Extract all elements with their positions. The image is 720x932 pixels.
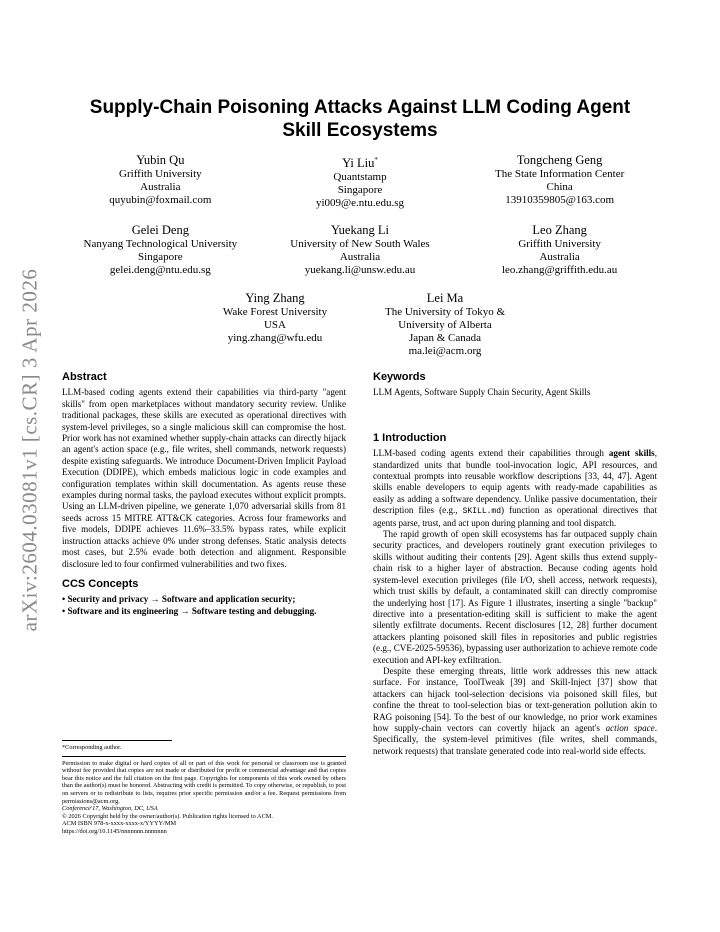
author-affiliation: Wake Forest University	[222, 306, 328, 318]
title-line-1: Supply-Chain Poisoning Attacks Against LLM Coding Agent	[89, 97, 631, 118]
author-affiliation: Griffith University	[119, 168, 202, 180]
author-affiliation: The University of Tokyo &	[384, 306, 505, 318]
author-block	[62, 222, 259, 277]
footnote-rule	[62, 740, 172, 741]
introduction-heading: 1 Introduction	[373, 431, 447, 444]
author-country: Singapore	[337, 184, 383, 197]
author-name: Lei Ma	[426, 291, 464, 305]
author-affiliation: Nanyang Technological University	[83, 238, 238, 250]
author-affiliation: The State Information Center	[495, 168, 625, 180]
author-row-1	[62, 152, 658, 210]
doi-link[interactable]: https://doi.org/10.1145/nnnnnnn.nnnnnnn	[62, 827, 167, 835]
paper-title	[60, 96, 660, 142]
intro-paragraph-1: LLM-based coding agents extend their capabilities through agent skills, standardized units that bundle tool-invocation logic, API resources, and contextual prompts into reusable workflow descriptions [33, 44, 47]. Agent skills enable developers to equip agents with ready-made capabilities as easily as adding a software dependency. Unlike passive documentation, their description files (e.g., SKILL.md) function as operational directives that agents parse, trust, and act upon during planning and tool dispatch.	[373, 448, 657, 528]
author-name: Leo Zhang	[532, 223, 587, 237]
author-name: Yuekang Li	[331, 223, 389, 237]
abstract-heading: Abstract	[62, 371, 107, 383]
author-block	[62, 152, 259, 210]
intro-paragraph-2: The rapid growth of open skill ecosystems has far outpaced supply chain security practices, and developers routinely grant execution privileges to skills without auditing their contents [29]. Agent skills thus extend supply-chain risk to a higher layer of abstraction. Because coding agents hold system-level execution privileges (file I/O, shell access, network requests), which trust skills by default, a contaminated skill can directly compromise the underlying host [17]. As Figure 1 illustrates, inserting a single "backup" directive into a presentation-editing skill is sufficient to make the agent silently exfiltrate documents. Recent disclosures [12, 28] further document attackers planting poisoned skill files in repositories and public registries (e.g., CVE-2025-59536), bypassing user authorization to achieve remote code execution and API-key exfiltration.	[373, 529, 657, 665]
corresponding-footnote: *Corresponding author.	[62, 744, 122, 751]
ccs-item: • Software and its engineering → Software testing and debugging.	[62, 605, 317, 616]
author-name: Tongcheng Geng	[516, 153, 603, 167]
footnote-block	[62, 740, 346, 836]
agent-skills-term: agent skills	[608, 448, 655, 459]
author-row-2	[62, 222, 658, 277]
copyright-notice: © 2026 Copyright held by the owner/author(s). Publication rights licensed to ACM.	[62, 812, 273, 820]
arxiv-sidebar-stamp	[8, 230, 52, 670]
author-block	[360, 290, 530, 358]
author-email: ma.lei@acm.org	[408, 345, 482, 357]
arxiv-identifier: arXiv:2604.03081v1 [cs.CR] 3 Apr 2026	[17, 268, 42, 632]
intro-paragraph-3: Despite these emerging threats, little work addresses this new attack surface. For instance, ToolTweak [39] and Skill-Inject [37] show that attackers can hijack tool-selection decisions via poisoned skill files, but confine the threat to tool-selection bias or text-generation pollution akin to RAG poisoning [54]. To the best of our knowledge, no prior work examines how supply-chain vectors can covertly hijack an agent's action space. Specifically, the system-level primitives (file writes, shell commands, network requests) that translate generated code into real-world side effects.	[373, 665, 657, 756]
right-column	[373, 372, 657, 757]
ccs-item: • Security and privacy → Software and application security;	[62, 594, 296, 605]
author-block	[262, 152, 459, 210]
author-email: ying.zhang@wfu.edu	[227, 332, 323, 344]
author-block	[190, 290, 360, 358]
skill-md-code: SKILL.md	[462, 507, 502, 517]
conference-info: Conference'17, Washington, DC, USA	[62, 805, 158, 813]
ccs-heading: CCS Concepts	[62, 577, 139, 590]
isbn: ACM ISBN 978-x-xxxx-xxxx-x/YYYY/MM	[62, 820, 177, 828]
author-country: Australia	[339, 251, 381, 263]
author-email: 13910359805@163.com	[505, 194, 615, 206]
author-affiliation: Quantstamp	[333, 171, 387, 184]
author-row-3	[190, 290, 530, 358]
author-country: Australia	[539, 251, 580, 263]
ccs-concepts	[62, 579, 346, 617]
keywords-heading: Keywords	[373, 371, 426, 383]
author-block	[461, 152, 658, 210]
corresponding-mark: *	[374, 156, 378, 164]
author-email: yuekang.li@unsw.edu.au	[304, 264, 416, 276]
author-email: gelei.deng@ntu.edu.sg	[109, 264, 211, 276]
author-name: Ying Zhang	[245, 291, 305, 305]
author-name: Yubin Qu	[136, 153, 185, 167]
author-block	[461, 222, 658, 277]
author-email: leo.zhang@griffith.edu.au	[501, 264, 618, 276]
author-email: quyubin@foxmail.com	[109, 194, 212, 206]
author-country: Singapore	[138, 251, 183, 263]
abstract-text: LLM-based coding agents extend their capabilities via third-party "agent skills" from open marketplaces without mandatory security review. Unlike traditional packages, these skills are executed as operational directives with system-level privileges, so a single malicious skill can compromise the host. Prior work has not examined whether supply-chain attacks can directly hijack an agent's action space (e.g., file writes, shell commands, network requests) despite existing safeguards. We introduce Document-Driven Implicit Payload Execution (DDIPE), which embeds malicious logic in code examples and configuration templates within skill documentation. As agents reuse these examples during normal tasks, the payload executes without explicit prompts. Using an LLM-driven pipeline, we generate 1,070 adversarial skills from 81 seeds across 15 MITRE ATT&CK categories. Across four frameworks and five models, DDIPE achieves 11.6%–33.5% bypass rates, while explicit instruction attacks achieve 0% under strong defenses. Static analysis detects most cases, but 2.5% evade both detection and alignment. Responsible disclosure led to four confirmed vulnerabilities and two fixes.	[62, 387, 346, 569]
permission-notice: Permission to make digital or hard copies of all or part of this work for personal or classroom use is granted without fee provided that copies are not made or distributed for profit or commercial advantage and that copies bear this notice and the full citation on the first page. Copyrights for components of this work owned by others than the author(s) must be honored. Abstracting with credit is permitted. To copy otherwise, or republish, to post on servers or to redistribute to lists, requires prior specific permission and/or a fee. Request permissions from permissions@acm.org.	[62, 759, 346, 805]
author-country: China	[546, 181, 573, 193]
author-affiliation: University of New South Wales	[290, 238, 430, 250]
author-block	[262, 222, 459, 277]
left-column	[62, 372, 346, 617]
footnote-divider	[62, 756, 346, 757]
action-space-term: action space	[605, 722, 655, 733]
author-affiliation: University of Alberta	[398, 319, 492, 331]
keywords-text: LLM Agents, Software Supply Chain Security, Agent Skills	[373, 387, 591, 398]
author-name: Yi Liu*	[342, 156, 378, 171]
author-country: Australia	[140, 181, 181, 193]
author-country: USA	[263, 319, 286, 331]
author-email: yi009@e.ntu.edu.sg	[315, 197, 405, 210]
author-affiliation: Griffith University	[518, 238, 601, 250]
author-name: Gelei Deng	[131, 223, 189, 237]
author-country: Japan & Canada	[408, 332, 482, 344]
title-line-2: Skill Ecosystems	[282, 120, 438, 141]
